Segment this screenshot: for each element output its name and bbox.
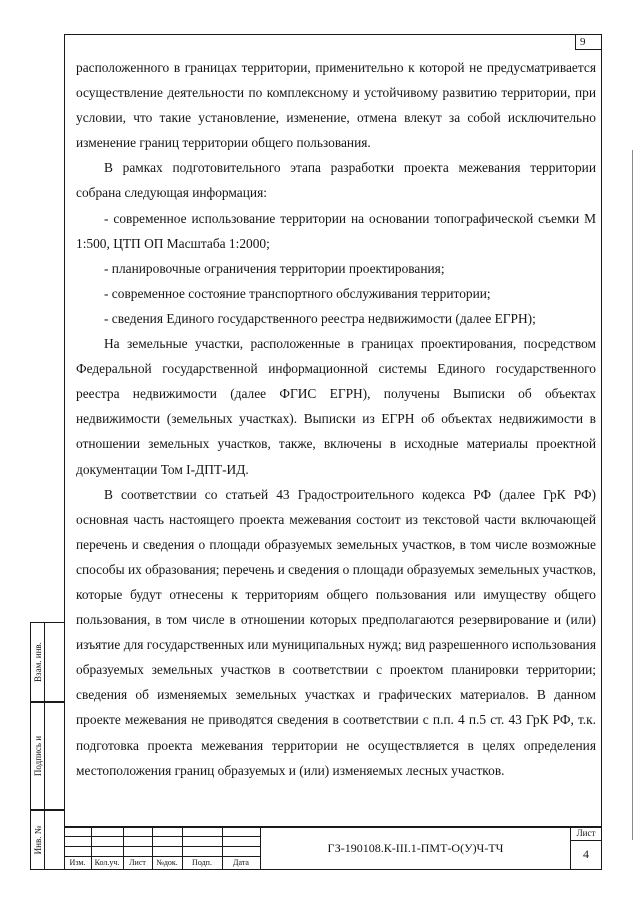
- scan-edge-line: [632, 150, 633, 840]
- side-label-vzam-inv: Взам. инв.: [32, 642, 43, 682]
- header-kol-uch: Кол.уч.: [94, 858, 120, 867]
- header-podp: Подп.: [192, 858, 212, 867]
- header-izm: Изм.: [69, 858, 86, 867]
- side-cell-vzam-inv: [30, 622, 64, 702]
- header-ndok: №док.: [156, 858, 178, 867]
- side-stamp: [30, 622, 64, 870]
- side-label-inv-no: Инв. №: [32, 825, 43, 855]
- sheet-box: [570, 826, 602, 870]
- side-cell-inv-no: [30, 810, 64, 870]
- top-page-number: 9: [575, 35, 601, 50]
- paragraph: - планировочные ограничения территории проектирования;: [104, 260, 445, 276]
- document-code: ГЗ-190108.К-III.1-ПМТ-О(У)Ч-ТЧ: [260, 826, 570, 870]
- paragraph: На земельные участки, расположенные в границах проектирования, посредством Федеральной государственной информационной системы Единого государственного реестра недвижимости (далее ФГИС ЕГРН), получены Выписки об объектах недвижимости (земельных участках). Выписки из ЕГРН об объектах недвижимости в отношении земельных участков, также, включены в исходные материалы проектной документации Том I-ДПТ-ИД.: [76, 336, 596, 477]
- paragraph: В рамках подготовительного этапа разработки проекта межевания территории собрана следующая информация:: [76, 160, 596, 201]
- side-label-podpis: Подпись и: [32, 735, 43, 777]
- header-data: Дата: [233, 858, 249, 867]
- sheet-label: Лист: [571, 826, 601, 841]
- paragraph: - сведения Единого государственного реестра недвижимости (далее ЕГРН);: [104, 310, 536, 326]
- sheet-number: 4: [583, 847, 589, 861]
- side-cell-podpis: [30, 702, 64, 810]
- paragraph: В соответствии со статьей 43 Градостроительного кодекса РФ (далее ГрК РФ) основная часть настоящего проекта межевания состоит из текстовой части включающей перечень и сведения о площади образуемых земельных участков, в том числе возможные способы их образования; перечень и сведения о площади образуемых земельных участков, которые будут отнесены к территориям общего пользования или имуществу общего пользования, в том числе в отношении которых предполагаются резервирование и (или) изъятие для государственных или муниципальных нужд; вид разрешенного использования образуемых земельных участков в соответствии с проектом планировки территории; сведения об изменяемых земельных участках и графических материалов. В данном проекте межевания не приводятся сведения в соответствии с п.п. 4 п.5 ст. 43 ГрК РФ, т.к. подготовка проекта межевания территории не осуществляется в целях определения местоположения границ образуемых и (или) изменяемых лесных участков.: [76, 486, 596, 778]
- paragraph: расположенного в границах территории, применительно к которой не предусматривается осуществление деятельности по комплексному и устойчивому развитию территории, при условии, что такие установление, изменение, отмена влекут за собой исключительно изменение границ территории общего пользования.: [76, 60, 596, 151]
- header-list: Лист: [129, 858, 146, 867]
- paragraph: - современное состояние транспортного обслуживания территории;: [104, 285, 491, 301]
- title-block: [64, 826, 602, 870]
- revision-grid: [64, 826, 260, 870]
- body-text: [76, 55, 596, 783]
- paragraph: - современное использование территории на основании топографической съемки М 1:500, ЦТП ОП Масштаба 1:2000;: [76, 210, 596, 251]
